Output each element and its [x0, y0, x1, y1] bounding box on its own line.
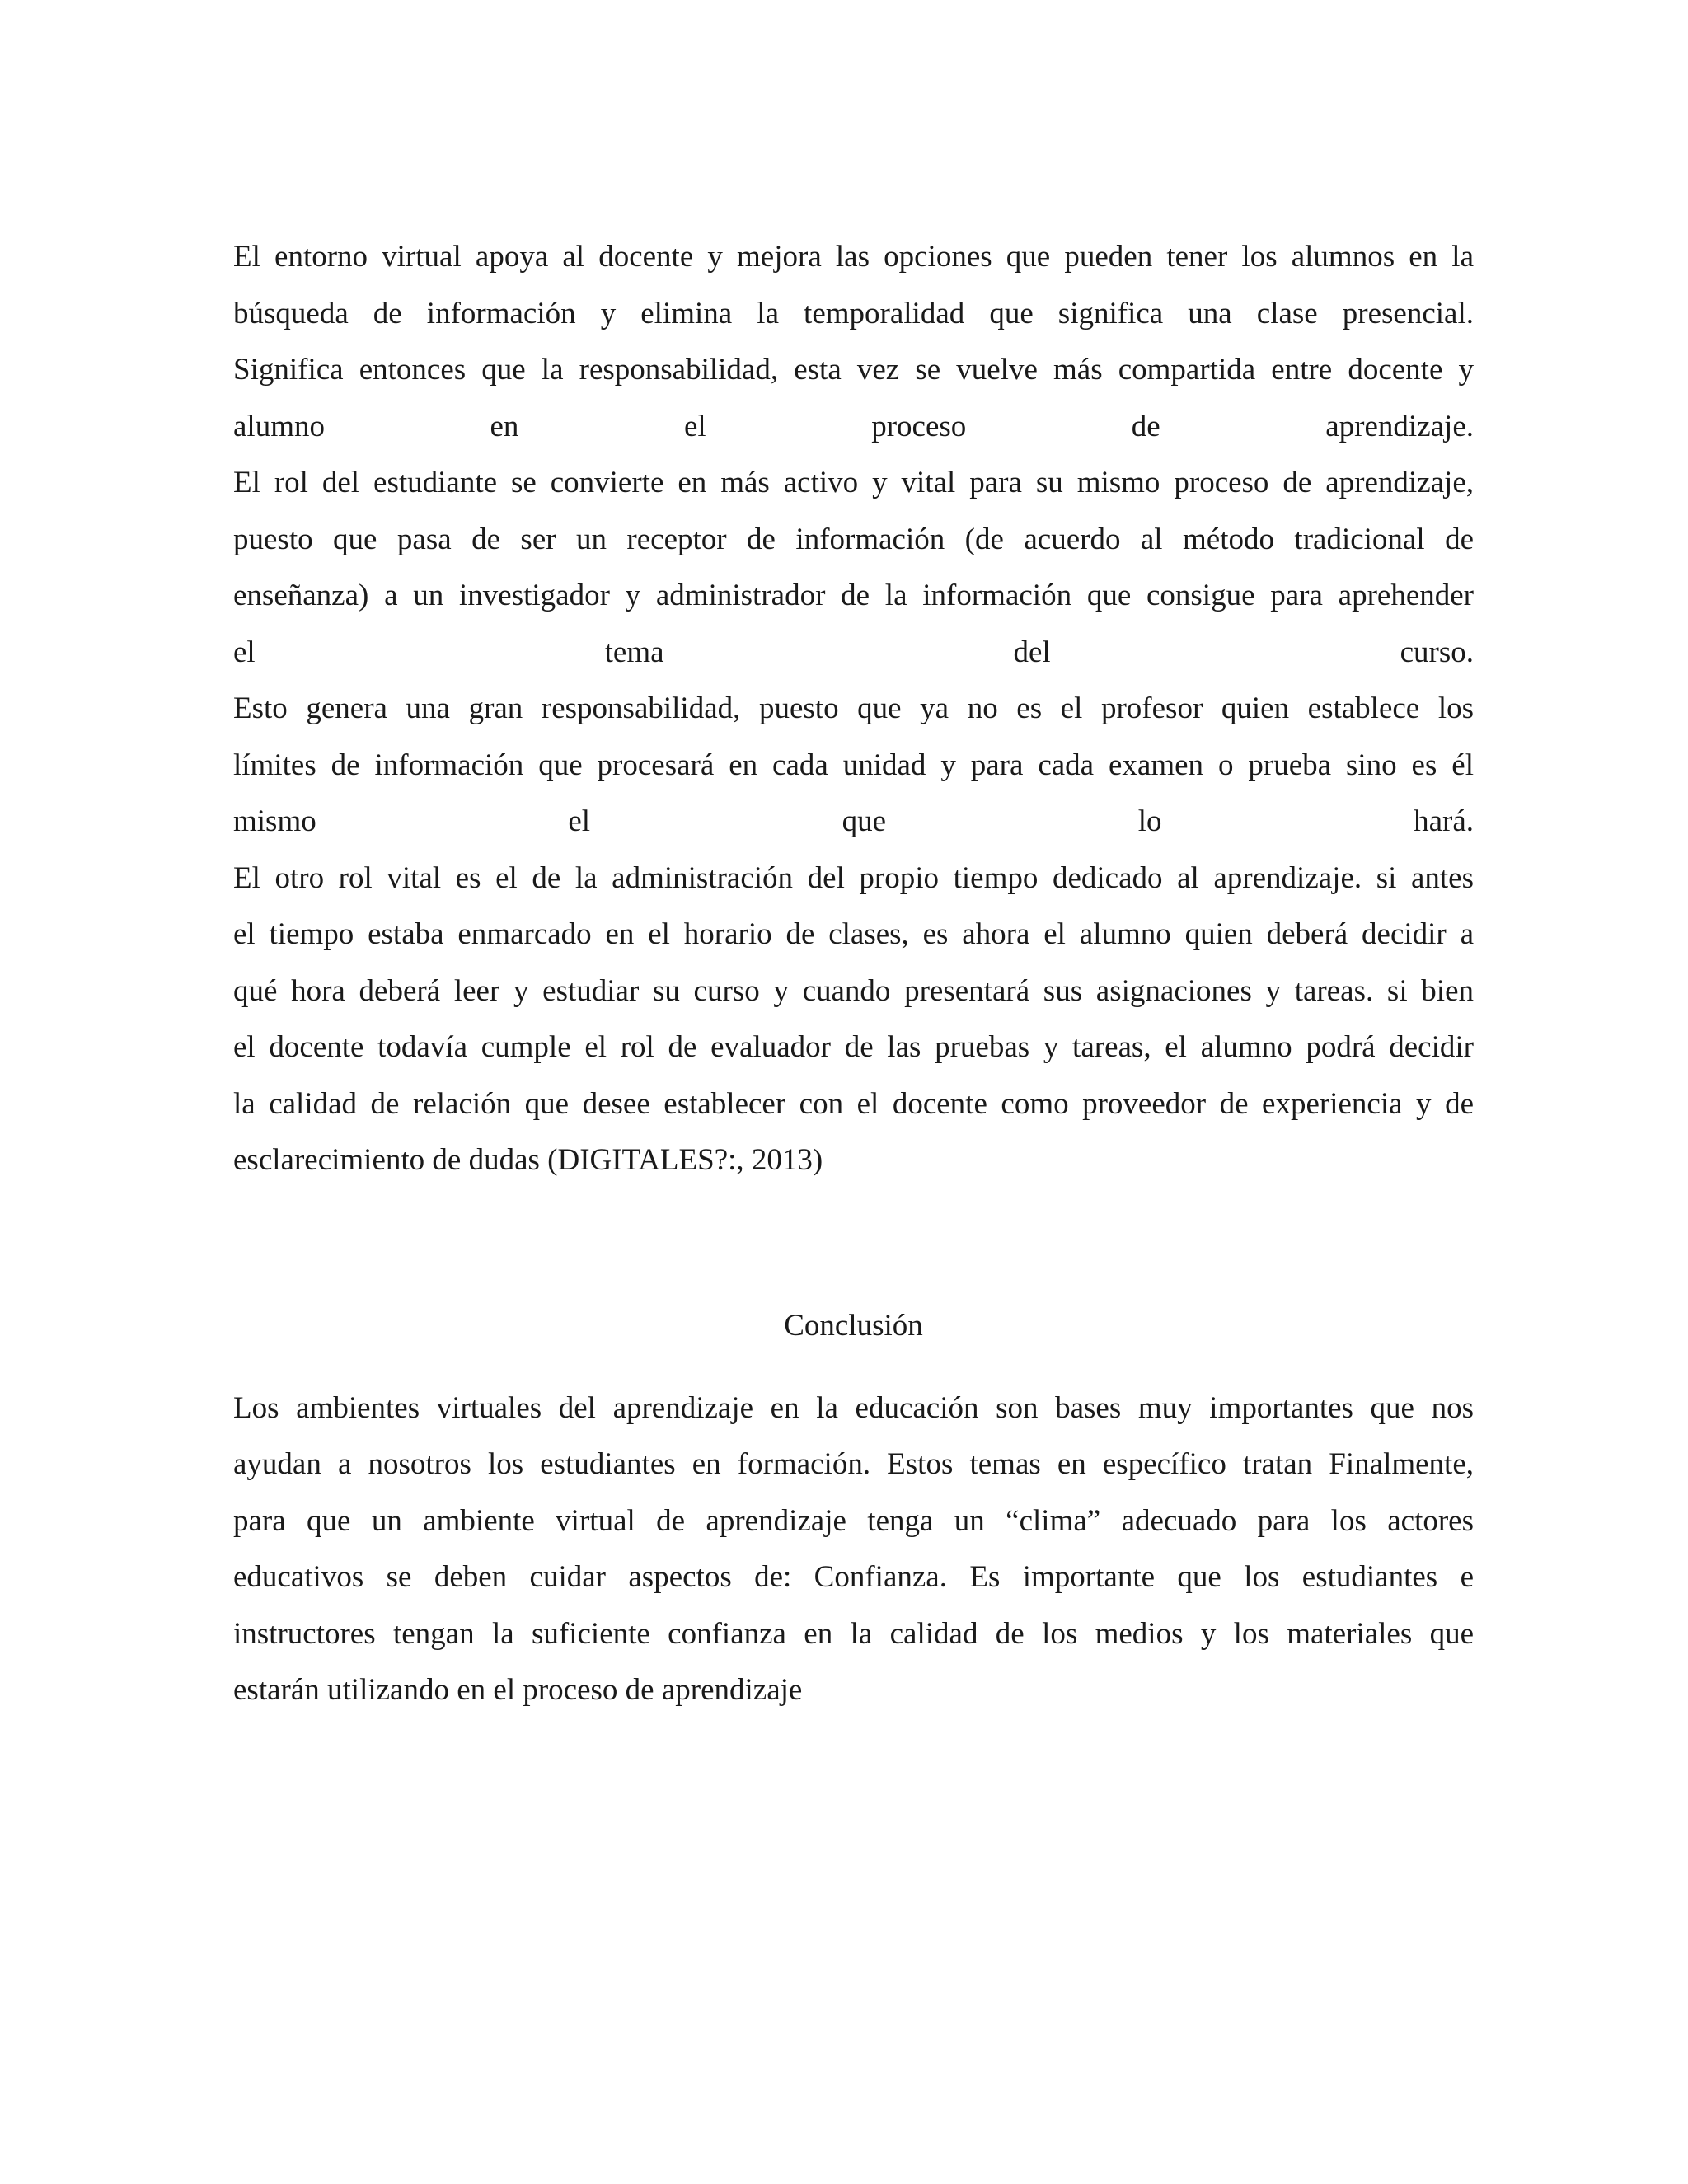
conclusion-line: instructores tengan la suficiente confianza en la calidad de los medios y los materiales que: [233, 1616, 1474, 1651]
body-line: qué hora deberá leer y estudiar su curso y cuando presentará sus asignaciones y tareas. si bien: [233, 973, 1474, 1008]
body-line: el tiempo estaba enmarcado en el horario de clases, es ahora el alumno quien deberá decidir a: [233, 917, 1474, 951]
conclusion-line: educativos se deben cuidar aspectos de: Confianza. Es importante que los estudiantes e: [233, 1560, 1474, 1594]
body-line: búsqueda de información y elimina la temporalidad que significa una clase presencial.: [233, 296, 1474, 330]
body-line: la calidad de relación que desee establecer con el docente como proveedor de experiencia y de: [233, 1086, 1474, 1121]
body-line: El otro rol vital es el de la administración del propio tiempo dedicado al aprendizaje. si antes: [233, 860, 1474, 895]
body-line: límites de información que procesará en cada unidad y para cada examen o prueba sino es él: [233, 748, 1474, 782]
body-section: [233, 229, 1474, 1189]
body-line: puesto que pasa de ser un receptor de información (de acuerdo al método tradicional de: [233, 522, 1474, 556]
conclusion-section: [233, 1380, 1474, 1719]
conclusion-heading: Conclusión: [784, 1308, 923, 1343]
body-line: esclarecimiento de dudas (DIGITALES?:, 2013): [233, 1143, 823, 1177]
conclusion-line: estarán utilizando en el proceso de aprendizaje: [233, 1673, 803, 1707]
body-line: el tema del curso.: [233, 635, 1474, 669]
body-line: Esto genera una gran responsabilidad, puesto que ya no es el profesor quien establece los: [233, 691, 1474, 725]
body-line: Significa entonces que la responsabilidad, esta vez se vuelve más compartida entre docente y: [233, 353, 1474, 387]
conclusion-line: Los ambientes virtuales del aprendizaje en la educación son bases muy importantes que nos: [233, 1390, 1474, 1425]
conclusion-line: ayudan a nosotros los estudiantes en formación. Estos temas en específico tratan Finalmente,: [233, 1447, 1474, 1481]
body-line: enseñanza) a un investigador y administrador de la información que consigue para aprehender: [233, 579, 1474, 612]
conclusion-line: para que un ambiente virtual de aprendizaje tenga un “clima” adecuado para los actores: [233, 1503, 1474, 1538]
body-line: el docente todavía cumple el rol de evaluador de las pruebas y tareas, el alumno podrá decidir: [233, 1030, 1474, 1064]
document-page: [233, 229, 1474, 1719]
body-line: mismo el que lo hará.: [233, 804, 1474, 838]
body-line: El entorno virtual apoya al docente y mejora las opciones que pueden tener los alumnos en la: [233, 240, 1474, 274]
body-line: alumno en el proceso de aprendizaje.: [233, 409, 1474, 443]
body-line: El rol del estudiante se convierte en más activo y vital para su mismo proceso de aprendizaje,: [233, 466, 1474, 499]
